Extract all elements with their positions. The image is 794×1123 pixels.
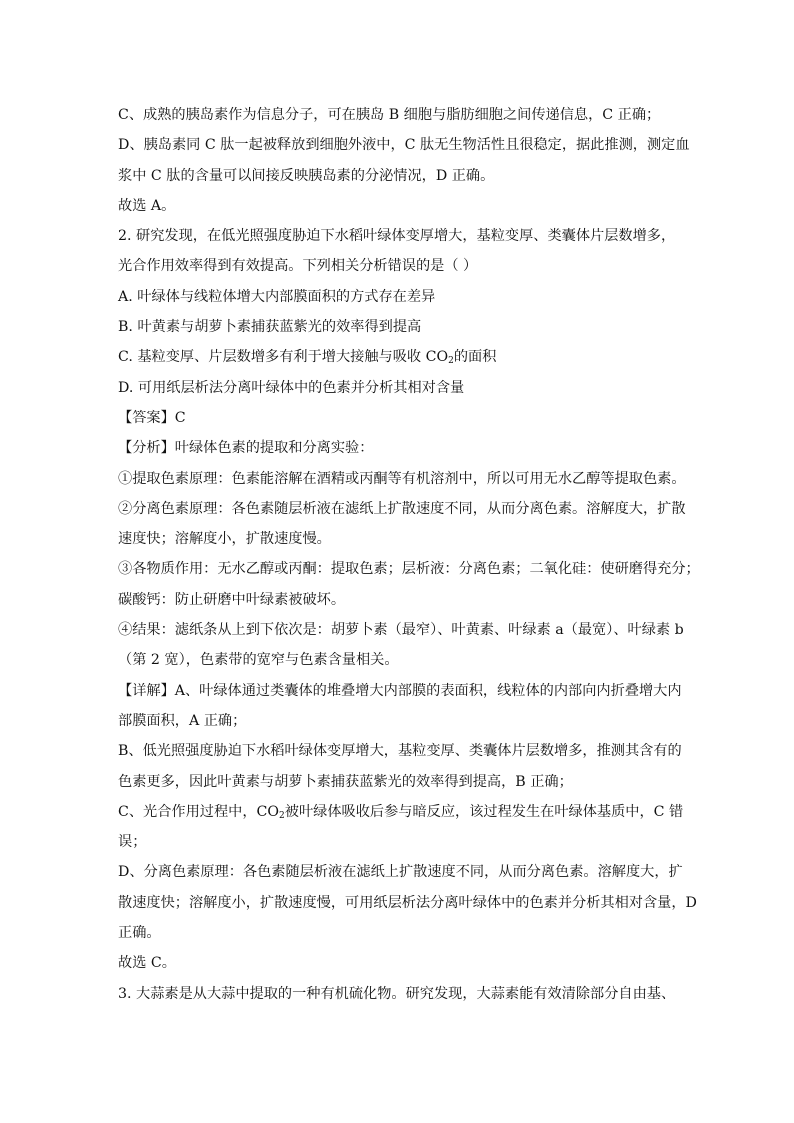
analysis-point-2: ②分离色素原理：各色素随层析液在滤纸上扩散速度不同，从而分离色素。溶解度大，扩散 xyxy=(118,500,686,517)
detail-a-cont: 部膜面积，A 正确； xyxy=(118,712,247,729)
detail-d-cont: 散速度快；溶解度小，扩散速度慢，可用纸层析法分离叶绿体中的色素并分析其相对含量，D xyxy=(118,894,697,911)
question-3-stem: 3. 大蒜素是从大蒜中提取的一种有机硫化物。研究发现，大蒜素能有效清除部分自由基、 xyxy=(118,985,676,1002)
analysis-point-3: ③各物质作用：无水乙醇或丙酮：提取色素；层析液：分离色素；二氧化硅：使研磨得充分； xyxy=(118,561,700,578)
detail-c-cont: 误； xyxy=(118,834,147,851)
analysis-point-3-cont: 碳酸钙：防止研磨中叶绿素被破坏。 xyxy=(118,591,346,608)
detail-a: 【详解】A、叶绿体通过类囊体的堆叠增大内部膜的表面积，线粒体的内部向内折叠增大内 xyxy=(118,682,682,699)
analysis-point-4: ④结果：滤纸条从上到下依次是：胡萝卜素（最窄）、叶黄素、叶绿素 a（最宽）、叶绿素 b xyxy=(118,622,684,639)
question-2-stem: 2. 研究发现，在低光照强度胁迫下水稻叶绿体变厚增大，基粒变厚、类囊体片层数增多， xyxy=(118,228,676,245)
analysis-point-2-cont: 速度快；溶解度小，扩散速度慢。 xyxy=(118,531,331,548)
text-line-d-c-peptide-cont: 浆中 C 肽的含量可以间接反映胰岛素的分泌情况，D 正确。 xyxy=(118,167,495,184)
answer-choice-c: 故选 C。 xyxy=(118,955,176,972)
detail-d: D、分离色素原理：各色素随层析液在滤纸上扩散速度不同，从而分离色素。溶解度大，扩 xyxy=(118,864,683,881)
answer-label: 【答案】C xyxy=(118,409,186,426)
text-line-c-insulin-signal: C、成熟的胰岛素作为信息分子，可在胰岛 B 细胞与脂肪细胞之间传递信息，C 正确； xyxy=(118,107,661,123)
option-b: B. 叶黄素与胡萝卜素捕获蓝紫光的效率得到提高 xyxy=(118,319,422,336)
answer-choice-a: 故选 A。 xyxy=(118,197,176,214)
option-a: A. 叶绿体与线粒体增大内部膜面积的方式存在差异 xyxy=(118,288,436,305)
question-2-stem-cont: 光合作用效率得到有效提高。下列相关分析错误的是（ ） xyxy=(118,258,478,275)
detail-d-end: 正确。 xyxy=(118,925,161,942)
analysis-heading: 【分析】叶绿体色素的提取和分离实验： xyxy=(118,440,374,457)
analysis-point-1: ①提取色素原理：色素能溶解在酒精或丙酮等有机溶剂中，所以可用无水乙醇等提取色素。 xyxy=(118,470,686,487)
detail-b: B、低光照强度胁迫下水稻叶绿体变厚增大，基粒变厚、类囊体片层数增多，推测其含有的 xyxy=(118,743,682,760)
option-d: D. 可用纸层析法分离叶绿体中的色素并分析其相对含量 xyxy=(118,379,465,396)
text-line-d-c-peptide: D、胰岛素同 C 肽一起被释放到细胞外液中，C 肽无生物活性且很稳定，据此推测，测定血 xyxy=(118,137,690,154)
detail-b-cont: 色素更多，因此叶黄素与胡萝卜素捕获蓝紫光的效率得到提高，B 正确； xyxy=(118,773,573,790)
document-page xyxy=(118,100,700,1009)
analysis-point-4-cont: （第 2 宽），色素带的宽窄与色素含量相关。 xyxy=(118,652,399,669)
detail-c: C、光合作用过程中，$CO_2$被叶绿体吸收后参与暗反应，该过程发生在叶绿体基质中，C 错 xyxy=(118,803,684,821)
option-c: C. 基粒变厚、片层数增多有利于增大接触与吸收 $CO_2$的面积 xyxy=(118,349,497,367)
